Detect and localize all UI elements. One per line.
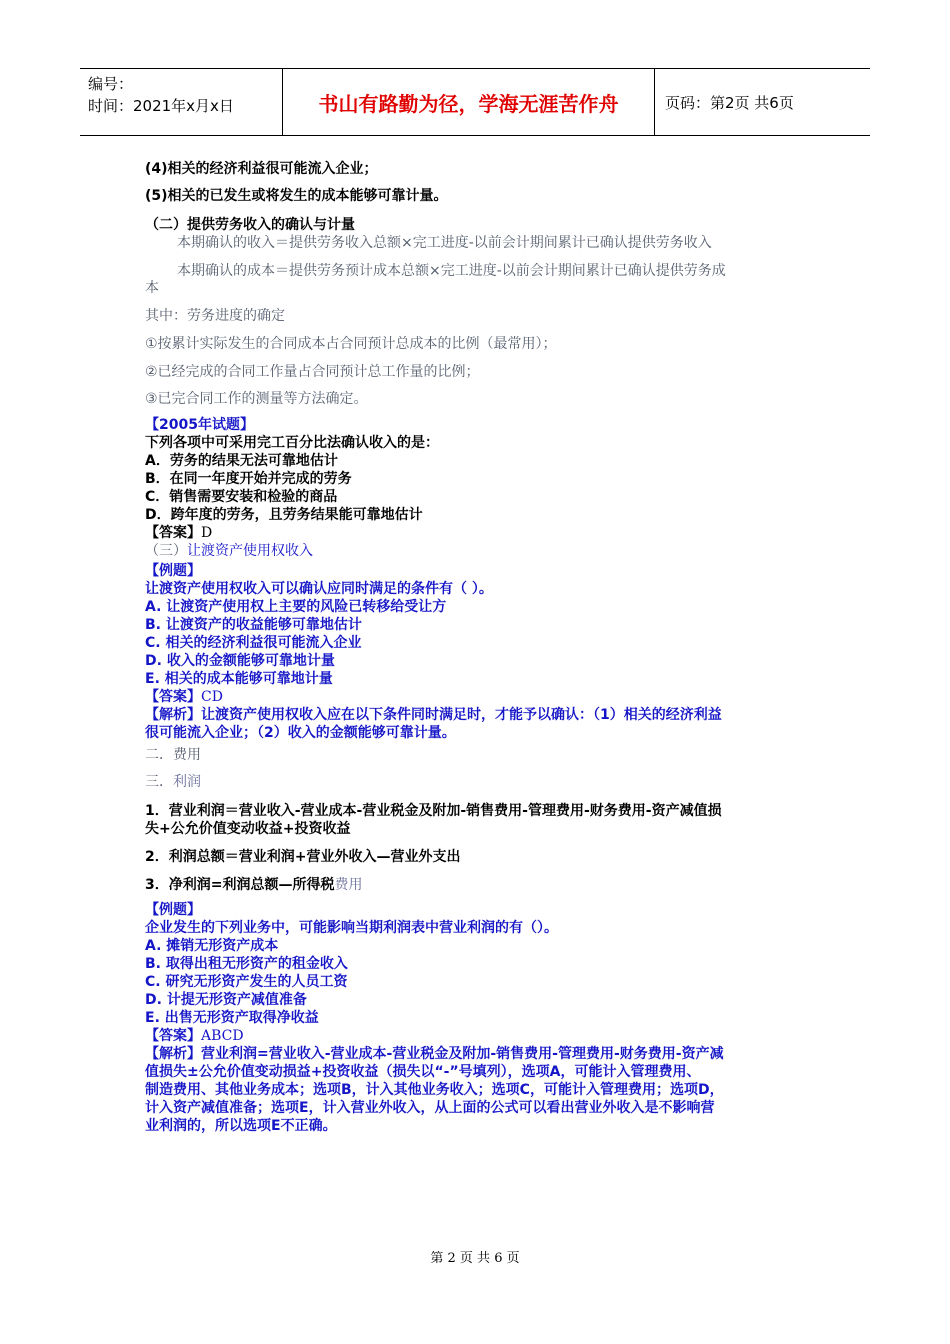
example-2-option-c: C. 研究无形资产发生的人员工资 [145,974,348,990]
revenue-formula: 本期确认的收入＝提供劳务收入总额×完工进度-以前会计期间累计已确认提供劳务收入 [177,235,712,251]
example-1-analysis-text: 让渡资产使用权收入应在以下条件同时满足时，才能予以确认：（1）相关的经济利益 [201,707,722,723]
example-2-question: 企业发生的下列业务中，可能影响当期利润表中营业利润的有（）。 [145,920,558,936]
part-3-prefix: 三． [145,774,173,790]
method-1: ①按累计实际发生的合同成本占合同预计总成本的比例（最常用）； [145,336,557,352]
progress-title: 其中：劳务进度的确定 [145,308,285,324]
time-label: 时间：2021年x月x日 [88,97,234,115]
part-3-title [145,771,201,791]
example-2-tag: 【例题】 [145,902,201,918]
section-3-title [145,542,439,560]
example-2-answer-value: ABCD [201,1028,244,1044]
header-info [80,69,283,135]
example-1-answer-tag: 【答案】 [145,689,201,705]
header-motto: 书山有路勤为径，学海无涯苦作舟 [283,69,655,135]
example-1-answer-value: CD [201,689,223,705]
answer-tag: 【答案】 [145,525,201,541]
formula-3-text: 3．净利润=利润总额—所得税 [145,877,335,893]
option-b: B．在同一年度开始并完成的劳务 [145,471,352,487]
example-2-analysis-tag: 【解析】 [145,1046,201,1062]
example-1-option-a: A. 让渡资产使用权上主要的风险已转移给受让方 [145,599,447,615]
cost-formula-line-1: 本期确认的成本＝提供劳务预计成本总额×完工进度-以前会计期间累计已确认提供劳务成 [177,263,726,279]
example-2-analysis-5: 业利润的，所以选项E不正确。 [145,1118,337,1134]
section-3-name: 让渡资产使用权收入 [187,543,313,559]
example-1-analysis-tag: 【解析】 [145,707,201,723]
option-a: A．劳务的结果无法可靠地估计 [145,453,338,469]
example-1-analysis-1 [145,706,722,724]
example-1-option-e: E. 相关的成本能够可靠地计量 [145,671,333,687]
header-page-label: 页码：第2页 共6页 [665,93,794,112]
part-3-name: 利润 [173,774,201,790]
example-2-analysis-2: 值损失±公允价值变动损益+投资收益（损失以“-”号填列），选项A，可能计入管理费用、 [145,1064,701,1080]
example-1-answer [145,688,722,706]
section-2-title: （二）提供劳务收入的确认与计量 [145,217,355,233]
example-2-answer-tag: 【答案】 [145,1028,201,1044]
example-1-tag: 【例题】 [145,563,201,579]
example-1-option-c: C. 相关的经济利益很可能流入企业 [145,635,362,651]
page-footer: 第 2 页 共 6 页 [430,1251,520,1266]
example-1 [145,562,722,742]
formula-1-line-1: 1．营业利润＝营业收入-营业成本-营业税金及附加-销售费用-管理费用-财务费用-资产减值损 [145,803,722,819]
question-2005-text: 下列各项中可采用完工百分比法确认收入的是： [145,435,439,451]
number-label: 编号： [88,75,134,93]
method-3: ③已完合同工作的测量等方法确定。 [145,391,368,407]
example-1-option-b: B. 让渡资产的收益能够可靠地估计 [145,617,362,633]
example-2-option-b: B. 取得出租无形资产的租金收入 [145,956,348,972]
answer-line [145,524,439,542]
condition-5: (5)相关的已发生或将发生的成本能够可靠计量。 [145,188,448,204]
method-2: ②已经完成的合同工作量占合同预计总工作量的比例； [145,364,480,380]
example-2-analysis-text: 营业利润=营业收入-营业成本-营业税金及附加-销售费用-管理费用-财务费用-资产减 [201,1046,724,1062]
example-2-option-a: A. 摊销无形资产成本 [145,938,279,954]
option-d: D．跨年度的劳务，且劳务结果能可靠地估计 [145,507,423,523]
example-2 [145,901,724,1135]
part-2-title: 二．费用 [145,747,201,763]
example-2-option-e: E. 出售无形资产取得净收益 [145,1010,319,1026]
cost-formula-line-2: 本 [145,280,159,296]
formula-2: 2．利润总额＝营业利润+营业外收入—营业外支出 [145,849,461,865]
example-1-question: 让渡资产使用权收入可以确认应同时满足的条件有（ ）。 [145,581,493,597]
example-2-analysis-4: 计入资产减值准备；选项E，计入营业外收入，从上面的公式可以看出营业外收入是不影响营 [145,1100,715,1116]
question-2005 [145,416,439,560]
formula-1-line-2: 失+公允价值变动收益+投资收益 [145,821,351,837]
example-2-analysis-1 [145,1045,724,1063]
example-2-answer [145,1027,724,1045]
condition-4: (4)相关的经济利益很可能流入企业； [145,161,378,177]
example-1-option-d: D. 收入的金额能够可靠地计量 [145,653,335,669]
example-2-option-d: D. 计提无形资产减值准备 [145,992,307,1008]
example-1-analysis-2: 很可能流入企业；（2）收入的金额能够可靠计量。 [145,725,456,741]
section-3-prefix: （三） [145,543,187,559]
answer-value: D [201,525,213,541]
formula-3-suffix: 费用 [334,877,363,893]
example-2-analysis-3: 制造费用、其他业务成本；选项B，计入其他业务收入；选项C，可能计入管理费用；选项D， [145,1082,724,1098]
formula-3 [145,874,362,894]
page-header [80,68,870,136]
question-2005-tag: 【2005年试题】 [145,417,254,433]
option-c: C．销售需要安装和检验的商品 [145,489,338,505]
